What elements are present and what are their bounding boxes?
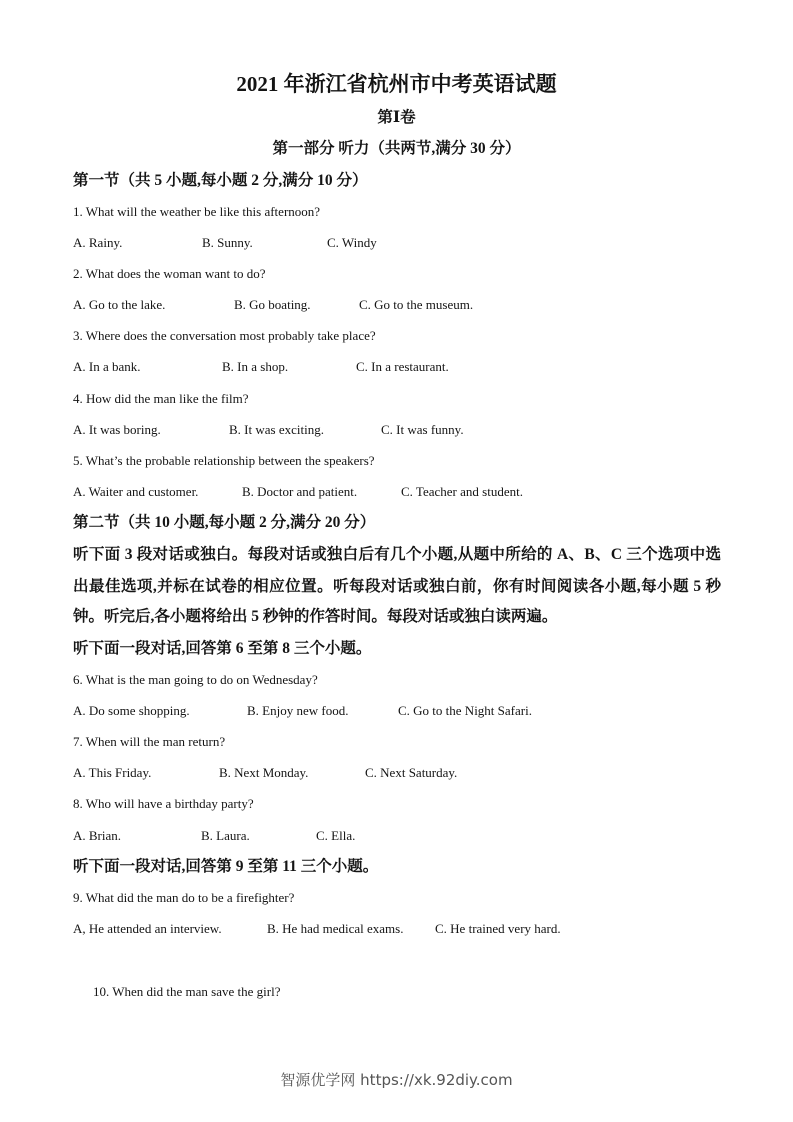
question-7: 7. When will the man return? xyxy=(73,734,226,749)
option-a: A. In a bank. xyxy=(73,359,141,374)
question-7-options xyxy=(0,765,793,781)
option-c: C. Windy xyxy=(327,235,377,250)
option-c: C. Ella. xyxy=(316,828,356,843)
question-8-options xyxy=(0,828,793,844)
option-b: B. Go boating. xyxy=(234,297,311,312)
question-5: 5. What’s the probable relationship between the speakers? xyxy=(73,453,375,468)
option-a: A. Brian. xyxy=(73,828,122,843)
volume-heading: 第Ⅰ卷 xyxy=(377,109,416,126)
part-heading: 第一部分 听力（共两节,满分 30 分） xyxy=(272,140,521,157)
question-4: 4. How did the man like the film? xyxy=(73,391,249,406)
question-6: 6. What is the man going to do on Wednesday? xyxy=(73,672,318,687)
option-b: B. He had medical exams. xyxy=(267,921,404,936)
option-a: A, He attended an interview. xyxy=(73,921,222,936)
option-c: C. Go to the museum. xyxy=(359,297,474,312)
option-b: B. In a shop. xyxy=(222,359,289,374)
option-a: A. Do some shopping. xyxy=(73,703,190,718)
option-a: A. Rainy. xyxy=(73,235,123,250)
instructions-line-2: 出最佳选项,并标在试卷的相应位置。听每段对话或独白前，你有时间阅读各小题,每小题 5 秒 xyxy=(73,578,721,595)
question-9-options xyxy=(0,921,793,937)
question-1: 1. What will the weather be like this afternoon? xyxy=(73,204,321,219)
question-1-options xyxy=(0,235,793,251)
question-10: 10. When did the man save the girl? xyxy=(93,984,281,999)
option-b: B. Doctor and patient. xyxy=(242,484,358,499)
option-b: B. It was exciting. xyxy=(229,422,324,437)
option-a: A. Go to the lake. xyxy=(73,297,166,312)
question-2: 2. What does the woman want to do? xyxy=(73,266,266,281)
instructions-line-1: 听下面 3 段对话或独白。每段对话或独白后有几个小题,从题中所给的 A、B、C 三个选项中选 xyxy=(73,546,721,563)
option-b: B. Sunny. xyxy=(202,235,253,250)
question-6-options xyxy=(0,703,793,719)
instructions-line-3: 钟。听完后,各小题将给出 5 秒钟的作答时间。每段对话或独白读两遍。 xyxy=(73,608,558,625)
page-title: 2021 年浙江省杭州市中考英语试题 xyxy=(236,72,557,96)
option-c: C. He trained very hard. xyxy=(435,921,561,936)
option-c: C. Next Saturday. xyxy=(365,765,458,780)
section1-heading: 第一节（共 5 小题,每小题 2 分,满分 10 分） xyxy=(73,172,368,189)
option-b: B. Enjoy new food. xyxy=(247,703,349,718)
option-b: B. Next Monday. xyxy=(219,765,309,780)
group2-prompt: 听下面一段对话,回答第 9 至第 11 三个小题。 xyxy=(73,858,379,875)
footer-source: 智源优学网 https://xk.92diy.com xyxy=(280,1071,513,1089)
question-3-options xyxy=(0,359,793,375)
option-b: B. Laura. xyxy=(201,828,250,843)
option-c: C. Go to the Night Safari. xyxy=(398,703,532,718)
question-9: 9. What did the man do to be a firefighter? xyxy=(73,890,295,905)
option-c: C. It was funny. xyxy=(381,422,464,437)
option-a: A. Waiter and customer. xyxy=(73,484,199,499)
question-4-options xyxy=(0,422,793,438)
option-a: A. It was boring. xyxy=(73,422,161,437)
option-c: C. In a restaurant. xyxy=(356,359,449,374)
question-5-options xyxy=(0,484,793,500)
question-2-options xyxy=(0,297,793,313)
group1-prompt: 听下面一段对话,回答第 6 至第 8 三个小题。 xyxy=(73,640,372,657)
section2-heading: 第二节（共 10 小题,每小题 2 分,满分 20 分） xyxy=(73,514,376,531)
option-a: A. This Friday. xyxy=(73,765,152,780)
option-c: C. Teacher and student. xyxy=(401,484,523,499)
question-3: 3. Where does the conversation most probably take place? xyxy=(73,328,376,343)
question-8: 8. Who will have a birthday party? xyxy=(73,796,254,811)
